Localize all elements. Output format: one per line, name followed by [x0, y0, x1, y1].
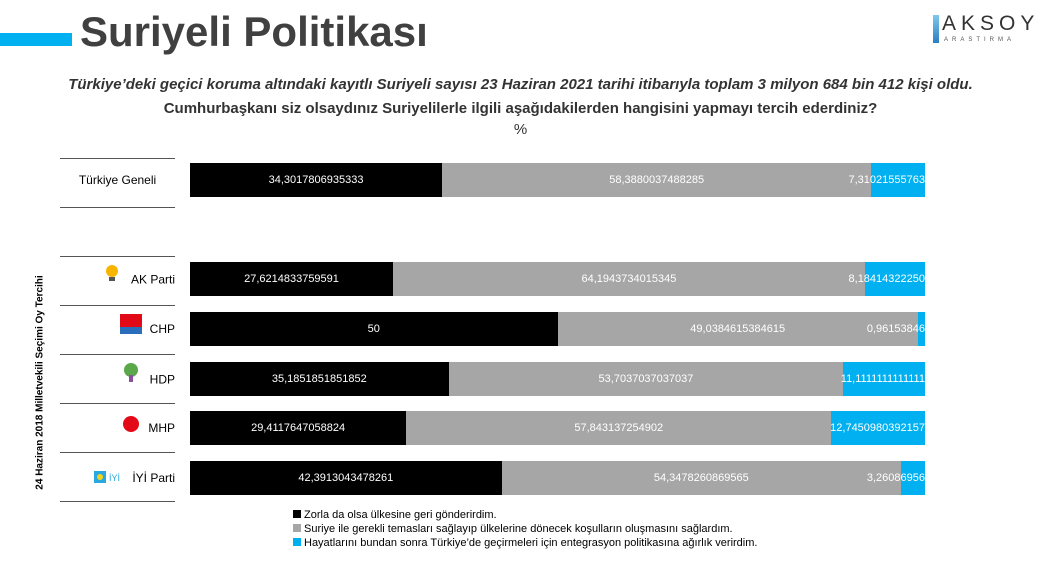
bar-segment	[442, 163, 871, 197]
y-group-label: 24 Haziran 2018 Milletvekili Seçimi Oy Tercihi	[34, 275, 46, 490]
data-label: 54,3478260869565	[653, 472, 749, 484]
data-label: 58,3880037488285	[609, 174, 705, 186]
bar-row	[190, 262, 925, 296]
bar-row	[190, 163, 925, 197]
bar-row	[190, 411, 925, 445]
row-separator	[60, 403, 175, 404]
row-separator	[60, 501, 175, 502]
data-label: 49,0384615384615	[690, 323, 786, 335]
data-label: 27,6214833759591	[244, 273, 339, 285]
bar-segment	[190, 411, 406, 445]
category-label	[60, 411, 175, 445]
category-label	[60, 312, 175, 346]
category-text: AK Parti	[130, 272, 175, 287]
data-label: 29,4117647058824	[251, 422, 346, 434]
row-separator	[60, 158, 175, 159]
bar-segment	[866, 461, 925, 495]
data-label: 57,843137254902	[574, 422, 664, 434]
legend-text: Zorla da olsa ülkesine geri gönderirdim.	[304, 509, 497, 521]
category-text: İYİ Parti	[132, 471, 175, 485]
bar-row	[190, 461, 925, 495]
data-label: 0,96153846	[866, 323, 925, 335]
category-label	[60, 362, 175, 396]
chp-logo-icon	[120, 314, 142, 334]
data-label: 3,26086956	[866, 472, 925, 484]
row-separator	[60, 207, 175, 208]
row-separator	[60, 354, 175, 355]
bar-segment	[848, 163, 925, 197]
svg-text:İYİ: İYİ	[109, 472, 121, 483]
aksoy-logo: AKSOY ARASTIRMA	[930, 12, 1035, 48]
unit-label: %	[513, 121, 528, 138]
bar-segment	[449, 362, 844, 396]
bar-segment	[190, 461, 502, 495]
bar-segment	[190, 262, 393, 296]
category-text: Türkiye Geneli	[78, 173, 157, 187]
data-label: 7,31021555763	[848, 174, 925, 186]
title-accent-bar	[0, 33, 72, 46]
legend-text: Suriye ile gerekli temasları sağlayıp ülkelerine dönecek koşulların oluşmasını sağlardım.	[304, 523, 733, 535]
bar-row	[190, 362, 925, 396]
mhp-logo-icon	[122, 415, 140, 433]
bar-segment	[831, 411, 925, 445]
category-text: CHP	[149, 322, 175, 336]
row-separator	[60, 452, 175, 453]
legend-text: Hayatlarını bundan sonra Türkiye’de geçirmeleri için entegrasyon politikasına ağırlık verirdim.	[304, 537, 758, 549]
row-separator	[60, 256, 175, 257]
question-text: Cumhurbaşkanı siz olsaydınız Suriyelilerle ilgili aşağıdakilerden hangisini yapmayı tercih ederdiniz?	[163, 100, 878, 117]
data-label: 34,3017806935333	[268, 174, 364, 186]
data-label: 64,1943734015345	[581, 273, 677, 285]
data-label: 50	[367, 323, 380, 335]
bar-segment	[866, 312, 925, 346]
bar-segment	[190, 312, 558, 346]
data-label: 35,1851851851852	[271, 373, 367, 385]
data-label: 11,1111111111111	[840, 373, 925, 385]
bar-segment	[393, 262, 865, 296]
data-label: 53,7037037037037	[598, 373, 694, 385]
category-text: MHP	[148, 421, 175, 435]
legend-swatch	[293, 510, 301, 518]
bar-segment	[558, 312, 918, 346]
bar-segment	[840, 362, 925, 396]
hdp-logo-icon	[120, 362, 142, 386]
question-context: Türkiye’deki geçici koruma altındaki kayıtlı Suriyeli sayısı 23 Haziran 2021 tarihi itibarıyla toplam 3 milyon 684 bin 412 kişi oldu.	[68, 76, 973, 93]
ak-parti-logo-icon	[101, 262, 123, 286]
legend-swatch	[293, 524, 301, 532]
bar-segment	[848, 262, 925, 296]
bar-segment	[502, 461, 901, 495]
category-label	[60, 461, 175, 495]
bar-segment	[406, 411, 831, 445]
data-label: 12,7450980392157	[830, 422, 925, 434]
bar-row	[190, 312, 925, 346]
data-label: 8,18414322250	[848, 273, 925, 285]
legend-item	[293, 522, 757, 536]
legend	[293, 508, 757, 550]
legend-item	[293, 536, 757, 550]
legend-item	[293, 508, 757, 522]
category-label	[60, 262, 175, 296]
bar-segment	[190, 362, 449, 396]
iyi-parti-logo-icon	[94, 471, 124, 483]
bar-segment	[190, 163, 442, 197]
data-label: 42,3913043478261	[298, 472, 394, 484]
slide-title: Suriyeli Politikası	[80, 8, 428, 55]
row-separator	[60, 305, 175, 306]
legend-swatch	[293, 538, 301, 546]
category-text: HDP	[149, 372, 175, 387]
category-label	[60, 163, 175, 197]
